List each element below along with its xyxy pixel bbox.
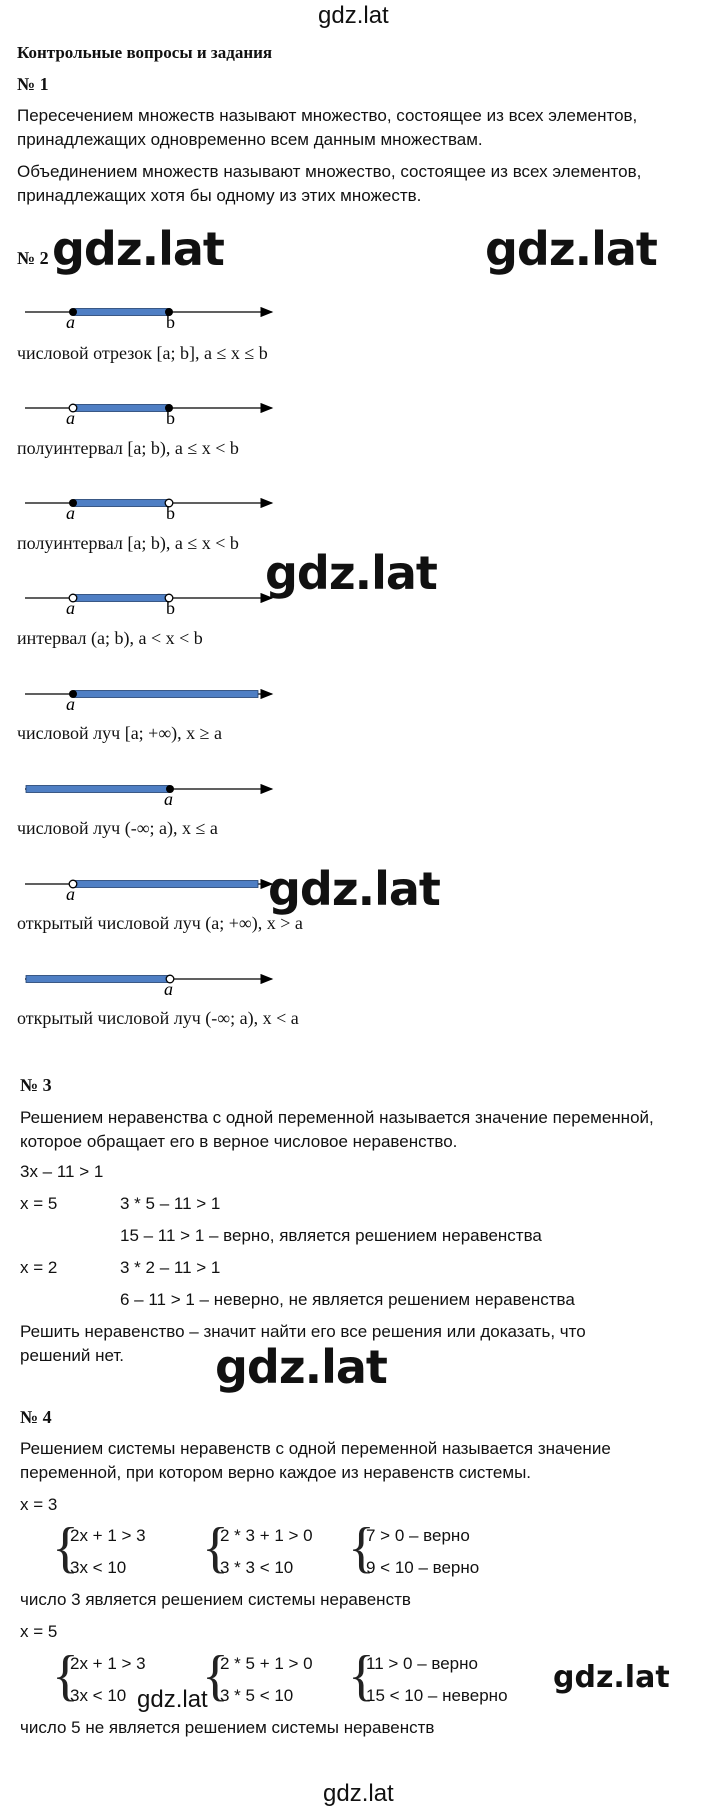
q3-x2-substitution: 3 * 2 – 11 > 1 xyxy=(120,1258,221,1277)
svg-text:a: a xyxy=(164,789,173,809)
q3-paragraph-2-line-2: решений нет. xyxy=(20,1346,125,1365)
q4-ex2-x: x = 5 xyxy=(20,1622,58,1641)
q3-paragraph-2-line-1: Решить неравенство – значит найти его все решения или доказать, что xyxy=(20,1322,586,1341)
number-line-ray-left-open xyxy=(25,975,272,999)
svg-text:a: a xyxy=(66,408,75,428)
q3-inequality: 3x – 11 > 1 xyxy=(20,1162,104,1181)
caption-7: открытый числовой луч (a; +∞), x > a xyxy=(17,913,303,933)
q4-ex1-system2-line2: 3 * 3 < 10 xyxy=(220,1558,294,1577)
svg-text:a: a xyxy=(66,598,75,618)
caption-4: интервал (a; b), a < x < b xyxy=(17,628,203,648)
q4-ex2-system3-line2: 15 < 10 – неверно xyxy=(366,1686,508,1705)
watermark-small-inline: gdz.lat xyxy=(137,1686,208,1713)
q3-x1-result: 15 – 11 > 1 – верно, является решением неравенства xyxy=(120,1226,542,1245)
q1-paragraph-1-line-2: принадлежащих одновременно всем данным множествам. xyxy=(17,130,483,149)
q4-ex2-system2-line2: 3 * 5 < 10 xyxy=(220,1686,294,1705)
watermark-big-5: gdz.lat xyxy=(215,1340,387,1394)
brace-icon: { xyxy=(52,1645,79,1707)
brace-icon: { xyxy=(348,1645,375,1707)
number-line-segment xyxy=(25,308,272,332)
question-1-number: № 1 xyxy=(17,74,49,94)
svg-text:a: a xyxy=(66,694,75,714)
q1-paragraph-2-line-1: Объединением множеств называют множество, состоящее из всех элементов, xyxy=(17,162,642,181)
q3-x1: x = 5 xyxy=(20,1194,58,1213)
q4-ex2-system1-line2: 3x < 10 xyxy=(70,1686,127,1705)
q4-ex2-system1-line1: 2x + 1 > 3 xyxy=(70,1654,146,1673)
q3-x2-result: 6 – 11 > 1 – неверно, не является решением неравенства xyxy=(120,1290,575,1309)
watermark-big-3: gdz.lat xyxy=(265,546,437,600)
watermark-medium: gdz.lat xyxy=(553,1660,670,1695)
number-line-ray-right-open xyxy=(25,880,272,904)
brace-icon: { xyxy=(52,1517,79,1579)
caption-3: полуинтервал [a; b), a ≤ x < b xyxy=(17,533,239,553)
caption-5: числовой луч [a; +∞), x ≥ a xyxy=(17,723,223,743)
brace-icon: { xyxy=(348,1517,375,1579)
q3-x2: x = 2 xyxy=(20,1258,58,1277)
number-line-ray-left-closed xyxy=(25,785,272,809)
q4-ex1-system1-line2: 3x < 10 xyxy=(70,1558,127,1577)
watermark-bottom: gdz.lat xyxy=(323,1780,394,1807)
svg-text:b: b xyxy=(166,598,175,618)
q3-x1-substitution: 3 * 5 – 11 > 1 xyxy=(120,1194,221,1213)
svg-text:b: b xyxy=(166,408,175,428)
q4-ex2-system3-line1: 11 > 0 – верно xyxy=(366,1654,478,1673)
watermark-big-1: gdz.lat xyxy=(52,222,224,276)
number-line-half-interval-1 xyxy=(25,404,272,428)
label-b: b xyxy=(166,312,175,332)
brace-icon: { xyxy=(202,1517,229,1579)
svg-text:a: a xyxy=(66,503,75,523)
caption-8: открытый числовой луч (-∞; a), x < a xyxy=(17,1008,299,1028)
question-4-number: № 4 xyxy=(20,1407,52,1427)
question-3-number: № 3 xyxy=(20,1075,52,1095)
watermark-big-2: gdz.lat xyxy=(485,222,657,276)
q4-paragraph-1-line-2: переменной, при котором верно каждое из неравенств системы. xyxy=(20,1463,532,1482)
number-line-ray-right-closed xyxy=(25,690,272,714)
caption-6: числовой луч (-∞; a), x ≤ a xyxy=(17,818,218,838)
watermark-top: gdz.lat xyxy=(318,2,389,29)
q4-ex1-system2-line1: 2 * 3 + 1 > 0 xyxy=(220,1526,313,1545)
q4-ex2-system2-line1: 2 * 5 + 1 > 0 xyxy=(220,1654,313,1673)
question-2-number: № 2 xyxy=(17,248,49,268)
q3-paragraph-1-line-2: которое обращает его в верное числовое неравенство. xyxy=(20,1132,458,1151)
svg-text:a: a xyxy=(66,884,75,904)
q4-ex1-conclusion: число 3 является решением системы неравенств xyxy=(20,1590,411,1609)
svg-text:a: a xyxy=(164,979,173,999)
number-line-half-interval-2 xyxy=(25,499,272,523)
q4-ex2-conclusion: число 5 не является решением системы неравенств xyxy=(20,1718,435,1737)
watermark-big-4: gdz.lat xyxy=(268,862,440,916)
q3-paragraph-1-line-1: Решением неравенства с одной переменной называется значение переменной, xyxy=(20,1108,654,1127)
caption-1: числовой отрезок [a; b], a ≤ x ≤ b xyxy=(17,343,268,363)
q4-ex1-x: x = 3 xyxy=(20,1495,58,1514)
q4-ex1-system1-line1: 2x + 1 > 3 xyxy=(70,1526,146,1545)
q1-paragraph-2-line-2: принадлежащих хотя бы одному из этих множеств. xyxy=(17,186,422,205)
q1-paragraph-1-line-1: Пересечением множеств называют множество, состоящее из всех элементов, xyxy=(17,106,638,125)
q4-ex1-system3-line1: 7 > 0 – верно xyxy=(366,1526,470,1545)
label-a: a xyxy=(66,312,75,332)
svg-text:b: b xyxy=(166,503,175,523)
brace-icon: { xyxy=(202,1645,229,1707)
number-line-interval xyxy=(25,594,272,618)
caption-2: полуинтервал [a; b), a ≤ x < b xyxy=(17,438,239,458)
section-title: Контрольные вопросы и задания xyxy=(17,43,273,62)
q4-ex1-system3-line2: 9 < 10 – верно xyxy=(366,1558,480,1577)
q4-paragraph-1-line-1: Решением системы неравенств с одной переменной называется значение xyxy=(20,1439,611,1458)
